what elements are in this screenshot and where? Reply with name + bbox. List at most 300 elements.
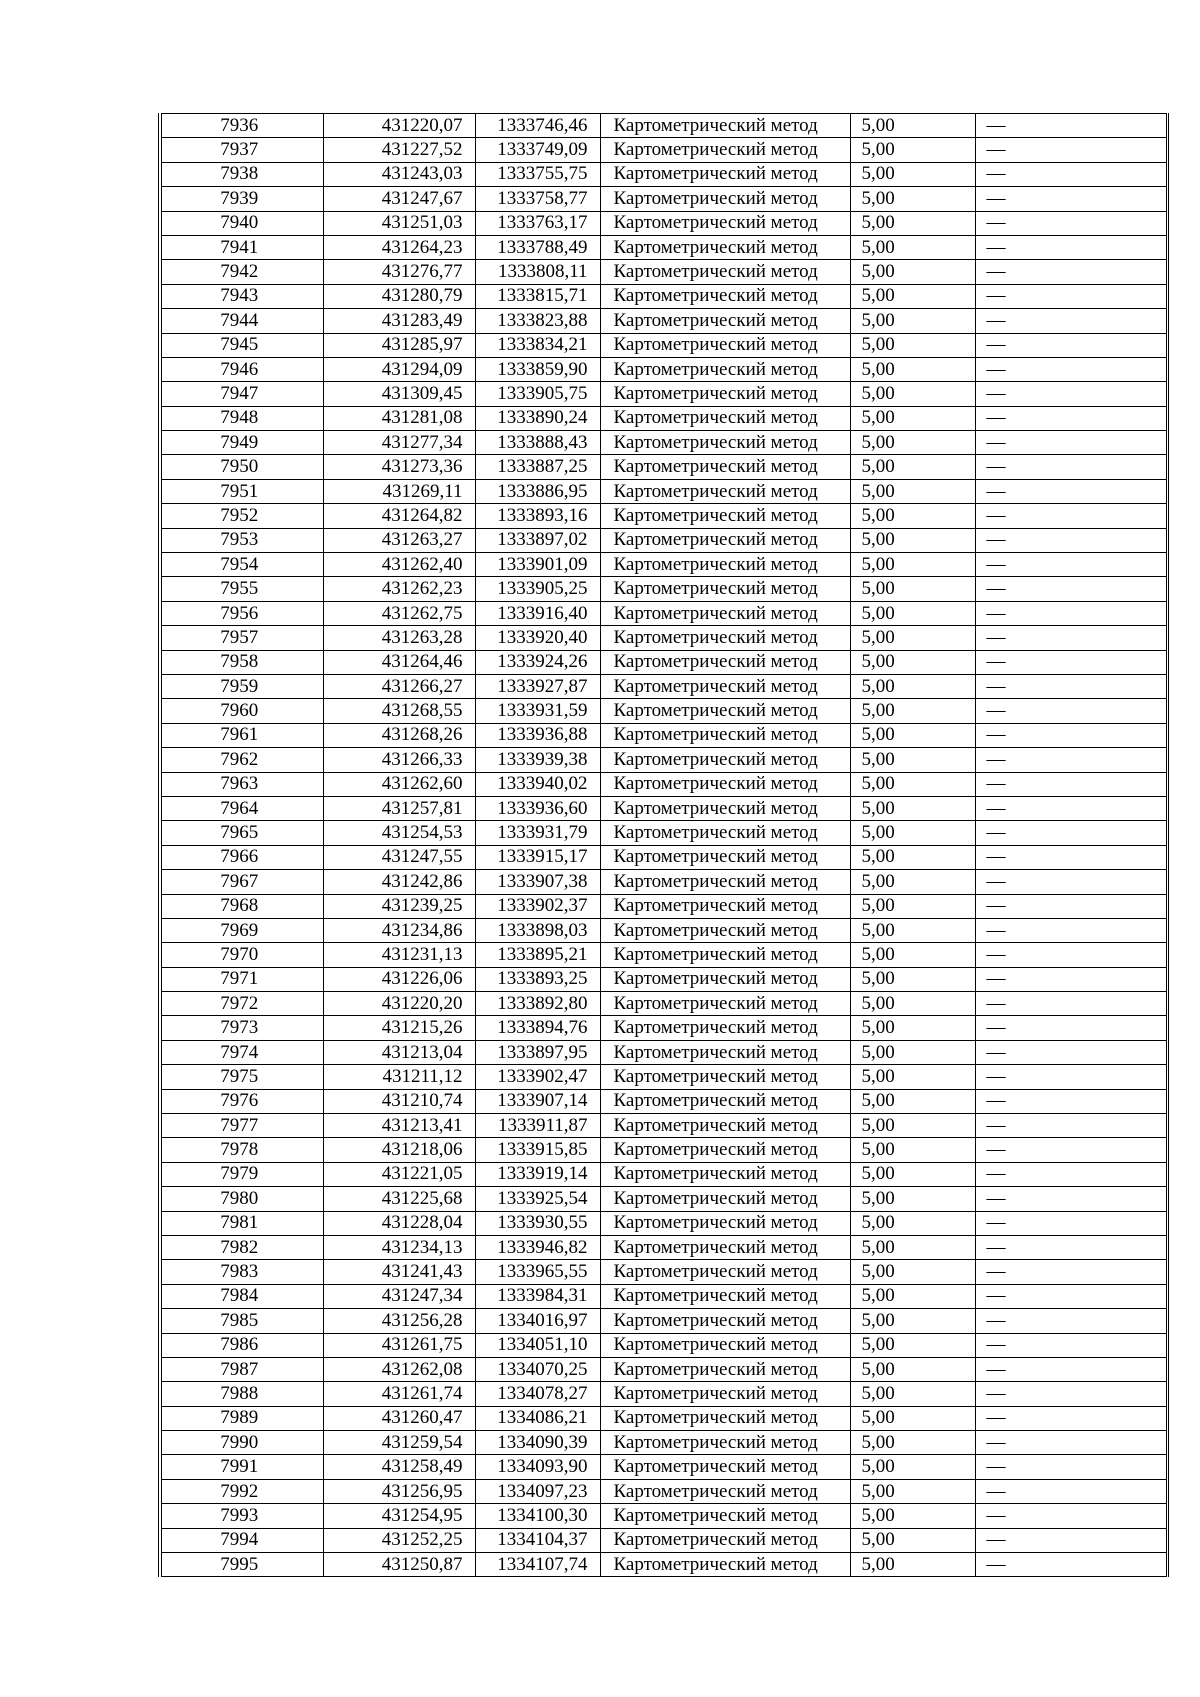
table-row (160, 211, 1167, 235)
description-cell: — (975, 1455, 1167, 1479)
accuracy-cell: 5,00 (850, 138, 975, 162)
table-row (160, 235, 1167, 259)
point-number-cell: 7964 (160, 796, 323, 820)
method-cell: Картометрический метод (600, 357, 850, 381)
x-coordinate-cell: 431256,28 (323, 1309, 475, 1333)
table-row (160, 699, 1167, 723)
accuracy-cell: 5,00 (850, 650, 975, 674)
x-coordinate-cell: 431269,11 (323, 479, 475, 503)
point-number-cell: 7937 (160, 138, 323, 162)
x-coordinate-cell: 431262,75 (323, 601, 475, 625)
x-coordinate-cell: 431239,25 (323, 894, 475, 918)
x-coordinate-cell: 431256,95 (323, 1479, 475, 1503)
table-row (160, 455, 1167, 479)
accuracy-cell: 5,00 (850, 309, 975, 333)
table-row (160, 967, 1167, 991)
table-row (160, 992, 1167, 1016)
x-coordinate-cell: 431261,74 (323, 1382, 475, 1406)
description-cell: — (975, 699, 1167, 723)
method-cell: Картометрический метод (600, 114, 850, 138)
table-row (160, 1138, 1167, 1162)
x-coordinate-cell: 431227,52 (323, 138, 475, 162)
table-row (160, 187, 1167, 211)
x-coordinate-cell: 431263,27 (323, 528, 475, 552)
accuracy-cell: 5,00 (850, 674, 975, 698)
accuracy-cell: 5,00 (850, 187, 975, 211)
accuracy-cell: 5,00 (850, 748, 975, 772)
x-coordinate-cell: 431264,46 (323, 650, 475, 674)
method-cell: Картометрический метод (600, 1357, 850, 1381)
method-cell: Картометрический метод (600, 626, 850, 650)
point-number-cell: 7995 (160, 1553, 323, 1577)
y-coordinate-cell: 1333758,77 (475, 187, 600, 211)
x-coordinate-cell: 431221,05 (323, 1162, 475, 1186)
accuracy-cell: 5,00 (850, 1357, 975, 1381)
y-coordinate-cell: 1333897,02 (475, 528, 600, 552)
x-coordinate-cell: 431266,33 (323, 748, 475, 772)
description-cell: — (975, 187, 1167, 211)
table-row (160, 918, 1167, 942)
accuracy-cell: 5,00 (850, 1089, 975, 1113)
table-row (160, 943, 1167, 967)
y-coordinate-cell: 1334097,23 (475, 1479, 600, 1503)
table-row (160, 1089, 1167, 1113)
description-cell: — (975, 382, 1167, 406)
accuracy-cell: 5,00 (850, 1040, 975, 1064)
accuracy-cell: 5,00 (850, 357, 975, 381)
y-coordinate-cell: 1333892,80 (475, 992, 600, 1016)
y-coordinate-cell: 1333893,16 (475, 504, 600, 528)
accuracy-cell: 5,00 (850, 1333, 975, 1357)
y-coordinate-cell: 1333859,90 (475, 357, 600, 381)
method-cell: Картометрический метод (600, 382, 850, 406)
y-coordinate-cell: 1333946,82 (475, 1235, 600, 1259)
point-number-cell: 7939 (160, 187, 323, 211)
x-coordinate-cell: 431281,08 (323, 406, 475, 430)
y-coordinate-cell: 1333905,25 (475, 577, 600, 601)
point-number-cell: 7989 (160, 1406, 323, 1430)
point-number-cell: 7944 (160, 309, 323, 333)
description-cell: — (975, 870, 1167, 894)
accuracy-cell: 5,00 (850, 528, 975, 552)
description-cell: — (975, 650, 1167, 674)
y-coordinate-cell: 1334093,90 (475, 1455, 600, 1479)
description-cell: — (975, 309, 1167, 333)
table-row (160, 1357, 1167, 1381)
method-cell: Картометрический метод (600, 1309, 850, 1333)
point-number-cell: 7993 (160, 1504, 323, 1528)
accuracy-cell: 5,00 (850, 553, 975, 577)
y-coordinate-cell: 1333924,26 (475, 650, 600, 674)
description-cell: — (975, 235, 1167, 259)
accuracy-cell: 5,00 (850, 1284, 975, 1308)
x-coordinate-cell: 431234,86 (323, 918, 475, 942)
accuracy-cell: 5,00 (850, 870, 975, 894)
point-number-cell: 7962 (160, 748, 323, 772)
description-cell: — (975, 479, 1167, 503)
method-cell: Картометрический метод (600, 748, 850, 772)
point-number-cell: 7970 (160, 943, 323, 967)
accuracy-cell: 5,00 (850, 431, 975, 455)
y-coordinate-cell: 1333936,60 (475, 796, 600, 820)
description-cell: — (975, 1089, 1167, 1113)
accuracy-cell: 5,00 (850, 626, 975, 650)
y-coordinate-cell: 1333931,79 (475, 821, 600, 845)
description-cell: — (975, 748, 1167, 772)
table-row (160, 1114, 1167, 1138)
point-number-cell: 7986 (160, 1333, 323, 1357)
table-row (160, 309, 1167, 333)
point-number-cell: 7967 (160, 870, 323, 894)
method-cell: Картометрический метод (600, 553, 850, 577)
method-cell: Картометрический метод (600, 992, 850, 1016)
x-coordinate-cell: 431280,79 (323, 284, 475, 308)
method-cell: Картометрический метод (600, 1406, 850, 1430)
method-cell: Картометрический метод (600, 674, 850, 698)
x-coordinate-cell: 431277,34 (323, 431, 475, 455)
accuracy-cell: 5,00 (850, 601, 975, 625)
x-coordinate-cell: 431247,34 (323, 1284, 475, 1308)
table-row (160, 357, 1167, 381)
table-row (160, 406, 1167, 430)
point-number-cell: 7977 (160, 1114, 323, 1138)
table-row (160, 1016, 1167, 1040)
description-cell: — (975, 431, 1167, 455)
accuracy-cell: 5,00 (850, 235, 975, 259)
x-coordinate-cell: 431268,55 (323, 699, 475, 723)
description-cell: — (975, 577, 1167, 601)
point-number-cell: 7952 (160, 504, 323, 528)
x-coordinate-cell: 431218,06 (323, 1138, 475, 1162)
accuracy-cell: 5,00 (850, 1211, 975, 1235)
accuracy-cell: 5,00 (850, 845, 975, 869)
y-coordinate-cell: 1333888,43 (475, 431, 600, 455)
accuracy-cell: 5,00 (850, 772, 975, 796)
description-cell: — (975, 1528, 1167, 1552)
description-cell: — (975, 967, 1167, 991)
table-row (160, 1260, 1167, 1284)
point-number-cell: 7994 (160, 1528, 323, 1552)
table-row (160, 894, 1167, 918)
point-number-cell: 7936 (160, 114, 323, 138)
method-cell: Картометрический метод (600, 723, 850, 747)
method-cell: Картометрический метод (600, 504, 850, 528)
x-coordinate-cell: 431213,41 (323, 1114, 475, 1138)
table-row (160, 796, 1167, 820)
y-coordinate-cell: 1333834,21 (475, 333, 600, 357)
table-row (160, 1187, 1167, 1211)
description-cell: — (975, 1016, 1167, 1040)
point-number-cell: 7984 (160, 1284, 323, 1308)
point-number-cell: 7957 (160, 626, 323, 650)
point-number-cell: 7971 (160, 967, 323, 991)
method-cell: Картометрический метод (600, 187, 850, 211)
method-cell: Картометрический метод (600, 699, 850, 723)
point-number-cell: 7946 (160, 357, 323, 381)
y-coordinate-cell: 1334100,30 (475, 1504, 600, 1528)
table-row (160, 650, 1167, 674)
y-coordinate-cell: 1333895,21 (475, 943, 600, 967)
x-coordinate-cell: 431262,40 (323, 553, 475, 577)
table-row (160, 772, 1167, 796)
accuracy-cell: 5,00 (850, 992, 975, 1016)
y-coordinate-cell: 1333915,85 (475, 1138, 600, 1162)
table-row (160, 1162, 1167, 1186)
point-number-cell: 7978 (160, 1138, 323, 1162)
method-cell: Картометрический метод (600, 601, 850, 625)
description-cell: — (975, 1504, 1167, 1528)
y-coordinate-cell: 1333763,17 (475, 211, 600, 235)
table-row (160, 1333, 1167, 1357)
table-row (160, 1235, 1167, 1259)
x-coordinate-cell: 431285,97 (323, 333, 475, 357)
y-coordinate-cell: 1333815,71 (475, 284, 600, 308)
x-coordinate-cell: 431264,82 (323, 504, 475, 528)
y-coordinate-cell: 1333902,47 (475, 1065, 600, 1089)
point-number-cell: 7979 (160, 1162, 323, 1186)
point-number-cell: 7941 (160, 235, 323, 259)
accuracy-cell: 5,00 (850, 284, 975, 308)
x-coordinate-cell: 431309,45 (323, 382, 475, 406)
y-coordinate-cell: 1333919,14 (475, 1162, 600, 1186)
description-cell: — (975, 504, 1167, 528)
point-number-cell: 7988 (160, 1382, 323, 1406)
y-coordinate-cell: 1333927,87 (475, 674, 600, 698)
point-number-cell: 7943 (160, 284, 323, 308)
table-row (160, 260, 1167, 284)
y-coordinate-cell: 1333905,75 (475, 382, 600, 406)
point-number-cell: 7947 (160, 382, 323, 406)
description-cell: — (975, 1479, 1167, 1503)
y-coordinate-cell: 1333788,49 (475, 235, 600, 259)
table-row (160, 114, 1167, 138)
method-cell: Картометрический метод (600, 1382, 850, 1406)
table-row (160, 1211, 1167, 1235)
y-coordinate-cell: 1334078,27 (475, 1382, 600, 1406)
point-number-cell: 7987 (160, 1357, 323, 1381)
y-coordinate-cell: 1333890,24 (475, 406, 600, 430)
description-cell: — (975, 528, 1167, 552)
point-number-cell: 7965 (160, 821, 323, 845)
table-row (160, 1065, 1167, 1089)
y-coordinate-cell: 1334104,37 (475, 1528, 600, 1552)
point-number-cell: 7949 (160, 431, 323, 455)
table-row (160, 284, 1167, 308)
x-coordinate-cell: 431250,87 (323, 1553, 475, 1577)
coordinates-table-body (160, 114, 1167, 1577)
point-number-cell: 7948 (160, 406, 323, 430)
y-coordinate-cell: 1333897,95 (475, 1040, 600, 1064)
method-cell: Картометрический метод (600, 1016, 850, 1040)
description-cell: — (975, 772, 1167, 796)
method-cell: Картометрический метод (600, 1504, 850, 1528)
x-coordinate-cell: 431257,81 (323, 796, 475, 820)
y-coordinate-cell: 1333746,46 (475, 114, 600, 138)
accuracy-cell: 5,00 (850, 1553, 975, 1577)
description-cell: — (975, 284, 1167, 308)
description-cell: — (975, 162, 1167, 186)
point-number-cell: 7958 (160, 650, 323, 674)
x-coordinate-cell: 431259,54 (323, 1431, 475, 1455)
y-coordinate-cell: 1333911,87 (475, 1114, 600, 1138)
point-number-cell: 7969 (160, 918, 323, 942)
description-cell: — (975, 1382, 1167, 1406)
method-cell: Картометрический метод (600, 1479, 850, 1503)
method-cell: Картометрический метод (600, 1260, 850, 1284)
point-number-cell: 7942 (160, 260, 323, 284)
y-coordinate-cell: 1333965,55 (475, 1260, 600, 1284)
y-coordinate-cell: 1333887,25 (475, 455, 600, 479)
y-coordinate-cell: 1333894,76 (475, 1016, 600, 1040)
point-number-cell: 7959 (160, 674, 323, 698)
description-cell: — (975, 1065, 1167, 1089)
x-coordinate-cell: 431234,13 (323, 1235, 475, 1259)
description-cell: — (975, 1333, 1167, 1357)
table-row (160, 1406, 1167, 1430)
description-cell: — (975, 1260, 1167, 1284)
x-coordinate-cell: 431268,26 (323, 723, 475, 747)
method-cell: Картометрический метод (600, 309, 850, 333)
x-coordinate-cell: 431215,26 (323, 1016, 475, 1040)
point-number-cell: 7963 (160, 772, 323, 796)
method-cell: Картометрический метод (600, 918, 850, 942)
table-row (160, 601, 1167, 625)
x-coordinate-cell: 431294,09 (323, 357, 475, 381)
point-number-cell: 7954 (160, 553, 323, 577)
description-cell: — (975, 1187, 1167, 1211)
table-row (160, 748, 1167, 772)
point-number-cell: 7955 (160, 577, 323, 601)
method-cell: Картометрический метод (600, 1138, 850, 1162)
method-cell: Картометрический метод (600, 796, 850, 820)
method-cell: Картометрический метод (600, 284, 850, 308)
description-cell: — (975, 1040, 1167, 1064)
x-coordinate-cell: 431252,25 (323, 1528, 475, 1552)
x-coordinate-cell: 431242,86 (323, 870, 475, 894)
method-cell: Картометрический метод (600, 479, 850, 503)
y-coordinate-cell: 1333902,37 (475, 894, 600, 918)
x-coordinate-cell: 431220,20 (323, 992, 475, 1016)
point-number-cell: 7961 (160, 723, 323, 747)
y-coordinate-cell: 1333749,09 (475, 138, 600, 162)
y-coordinate-cell: 1334016,97 (475, 1309, 600, 1333)
method-cell: Картометрический метод (600, 1431, 850, 1455)
y-coordinate-cell: 1334070,25 (475, 1357, 600, 1381)
method-cell: Картометрический метод (600, 1065, 850, 1089)
description-cell: — (975, 1114, 1167, 1138)
description-cell: — (975, 260, 1167, 284)
table-row (160, 577, 1167, 601)
y-coordinate-cell: 1333939,38 (475, 748, 600, 772)
table-row (160, 821, 1167, 845)
method-cell: Картометрический метод (600, 1455, 850, 1479)
x-coordinate-cell: 431264,23 (323, 235, 475, 259)
description-cell: — (975, 626, 1167, 650)
point-number-cell: 7956 (160, 601, 323, 625)
description-cell: — (975, 553, 1167, 577)
point-number-cell: 7976 (160, 1089, 323, 1113)
method-cell: Картометрический метод (600, 1211, 850, 1235)
table-row (160, 1040, 1167, 1064)
description-cell: — (975, 992, 1167, 1016)
x-coordinate-cell: 431213,04 (323, 1040, 475, 1064)
method-cell: Картометрический метод (600, 162, 850, 186)
method-cell: Картометрический метод (600, 333, 850, 357)
accuracy-cell: 5,00 (850, 260, 975, 284)
description-cell: — (975, 723, 1167, 747)
description-cell: — (975, 406, 1167, 430)
x-coordinate-cell: 431254,95 (323, 1504, 475, 1528)
description-cell: — (975, 114, 1167, 138)
x-coordinate-cell: 431251,03 (323, 211, 475, 235)
y-coordinate-cell: 1333907,14 (475, 1089, 600, 1113)
table-row (160, 504, 1167, 528)
accuracy-cell: 5,00 (850, 577, 975, 601)
point-number-cell: 7990 (160, 1431, 323, 1455)
method-cell: Картометрический метод (600, 406, 850, 430)
x-coordinate-cell: 431231,13 (323, 943, 475, 967)
description-cell: — (975, 1357, 1167, 1381)
x-coordinate-cell: 431260,47 (323, 1406, 475, 1430)
description-cell: — (975, 1553, 1167, 1577)
point-number-cell: 7981 (160, 1211, 323, 1235)
accuracy-cell: 5,00 (850, 796, 975, 820)
x-coordinate-cell: 431262,60 (323, 772, 475, 796)
accuracy-cell: 5,00 (850, 1528, 975, 1552)
description-cell: — (975, 943, 1167, 967)
document-page (158, 113, 1165, 1577)
method-cell: Картометрический метод (600, 650, 850, 674)
x-coordinate-cell: 431273,36 (323, 455, 475, 479)
method-cell: Картометрический метод (600, 1284, 850, 1308)
accuracy-cell: 5,00 (850, 918, 975, 942)
x-coordinate-cell: 431263,28 (323, 626, 475, 650)
point-number-cell: 7940 (160, 211, 323, 235)
y-coordinate-cell: 1334107,74 (475, 1553, 600, 1577)
accuracy-cell: 5,00 (850, 821, 975, 845)
accuracy-cell: 5,00 (850, 1016, 975, 1040)
y-coordinate-cell: 1333886,95 (475, 479, 600, 503)
accuracy-cell: 5,00 (850, 1235, 975, 1259)
table-row (160, 553, 1167, 577)
accuracy-cell: 5,00 (850, 1260, 975, 1284)
table-row (160, 1309, 1167, 1333)
table-row (160, 479, 1167, 503)
x-coordinate-cell: 431211,12 (323, 1065, 475, 1089)
method-cell: Картометрический метод (600, 894, 850, 918)
x-coordinate-cell: 431247,55 (323, 845, 475, 869)
point-number-cell: 7960 (160, 699, 323, 723)
accuracy-cell: 5,00 (850, 1382, 975, 1406)
accuracy-cell: 5,00 (850, 699, 975, 723)
description-cell: — (975, 918, 1167, 942)
x-coordinate-cell: 431225,68 (323, 1187, 475, 1211)
method-cell: Картометрический метод (600, 821, 850, 845)
method-cell: Картометрический метод (600, 967, 850, 991)
x-coordinate-cell: 431262,08 (323, 1357, 475, 1381)
description-cell: — (975, 1284, 1167, 1308)
method-cell: Картометрический метод (600, 870, 850, 894)
table-row (160, 528, 1167, 552)
description-cell: — (975, 1211, 1167, 1235)
accuracy-cell: 5,00 (850, 479, 975, 503)
accuracy-cell: 5,00 (850, 1431, 975, 1455)
table-row (160, 333, 1167, 357)
table-row (160, 138, 1167, 162)
method-cell: Картометрический метод (600, 528, 850, 552)
accuracy-cell: 5,00 (850, 1114, 975, 1138)
method-cell: Картометрический метод (600, 577, 850, 601)
